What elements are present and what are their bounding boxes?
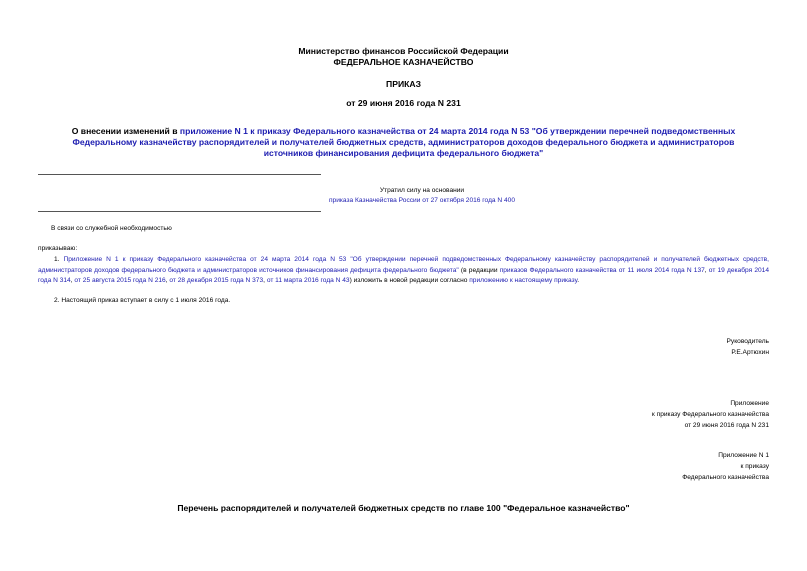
appendix-n1-line-3: Федерального казначейства — [682, 474, 769, 481]
separator: , — [165, 277, 170, 285]
separator: , — [704, 266, 709, 274]
document-title — [60, 126, 747, 159]
item-1-text-a: (в редакции — [458, 266, 500, 274]
list-title: Перечень распорядителей и получателей бюджетных средств по главе 100 "Федеральное казначейство" — [177, 503, 630, 513]
ministry-name: Министерство финансов Российской Федерации — [298, 46, 509, 56]
signature-position: Руководитель — [726, 338, 769, 345]
title-link[interactable]: приложение N 1 к приказу Федерального казначейства от 24 марта 2014 года N 53 "Об утверждении перечней подведомственных Федеральному казначейству распорядителей и получателей бюджетных средств, администраторов доходов федерального бюджета и администраторов источников финансирования дефицита федерального бюджета" — [72, 126, 736, 158]
status-top-divider — [38, 174, 321, 175]
separator: , — [70, 277, 75, 285]
order-word: приказываю: — [38, 245, 78, 252]
intro-text: В связи со служебной необходимостью — [51, 225, 172, 232]
signature-name: Р.Е.Артюхин — [731, 349, 769, 356]
item-1-end: . — [577, 277, 580, 285]
item-1-link-order-373[interactable]: от 28 декабря 2015 года N 373 — [169, 277, 264, 285]
item-1-number: 1. — [54, 256, 64, 263]
treasury-name: ФЕДЕРАЛЬНОЕ КАЗНАЧЕЙСТВО — [333, 57, 474, 67]
item-1-link-order-137[interactable]: приказов Федерального казначейства от 11 июля 2014 года N 137 — [499, 266, 705, 274]
appendix-n1-line-2: к приказу — [740, 463, 769, 470]
item-1-link-order-314[interactable]: от 19 декабря 2014 года N 314 — [38, 266, 769, 285]
appendix-line-1: Приложение — [730, 400, 769, 407]
status-bottom-divider — [38, 211, 321, 212]
item-1-link-annex[interactable]: приложению к настоящему приказу — [469, 277, 578, 285]
status-link[interactable]: приказа Казначейства России от 27 октября 2016 года N 400 — [328, 197, 516, 204]
appendix-line-2: к приказу Федерального казначейства — [651, 411, 769, 418]
order-item-2: 2. Настоящий приказ вступает в силу с 1 июля 2016 года. — [54, 297, 231, 304]
item-1-link-order-216[interactable]: от 25 августа 2015 года N 216 — [74, 277, 166, 285]
doc-date: от 29 июня 2016 года N 231 — [346, 98, 461, 108]
title-prefix: О внесении изменений в — [71, 126, 180, 136]
item-1-text-b: ) изложить в новой редакции согласно — [349, 277, 470, 285]
item-1-link-appendix[interactable]: Приложение N 1 к приказу Федерального казначейства от 24 марта 2014 года N 53 "Об утверждении перечней подведомственных Федеральному казначейству распорядителей и получателей бюджетных средств, администраторов доходов федерального бюджета и администраторов источников финансирования дефицита федерального бюджета" — [38, 256, 769, 274]
appendix-n1-line-1: Приложение N 1 — [718, 452, 769, 459]
item-1-link-order-43[interactable]: от 11 марта 2016 года N 43 — [266, 277, 350, 285]
appendix-line-3: от 29 июня 2016 года N 231 — [684, 422, 769, 429]
order-item-1 — [38, 255, 769, 287]
doc-type: ПРИКАЗ — [386, 79, 421, 89]
separator: , — [263, 277, 267, 285]
status-line-1: Утратил силу на основании — [379, 187, 465, 194]
